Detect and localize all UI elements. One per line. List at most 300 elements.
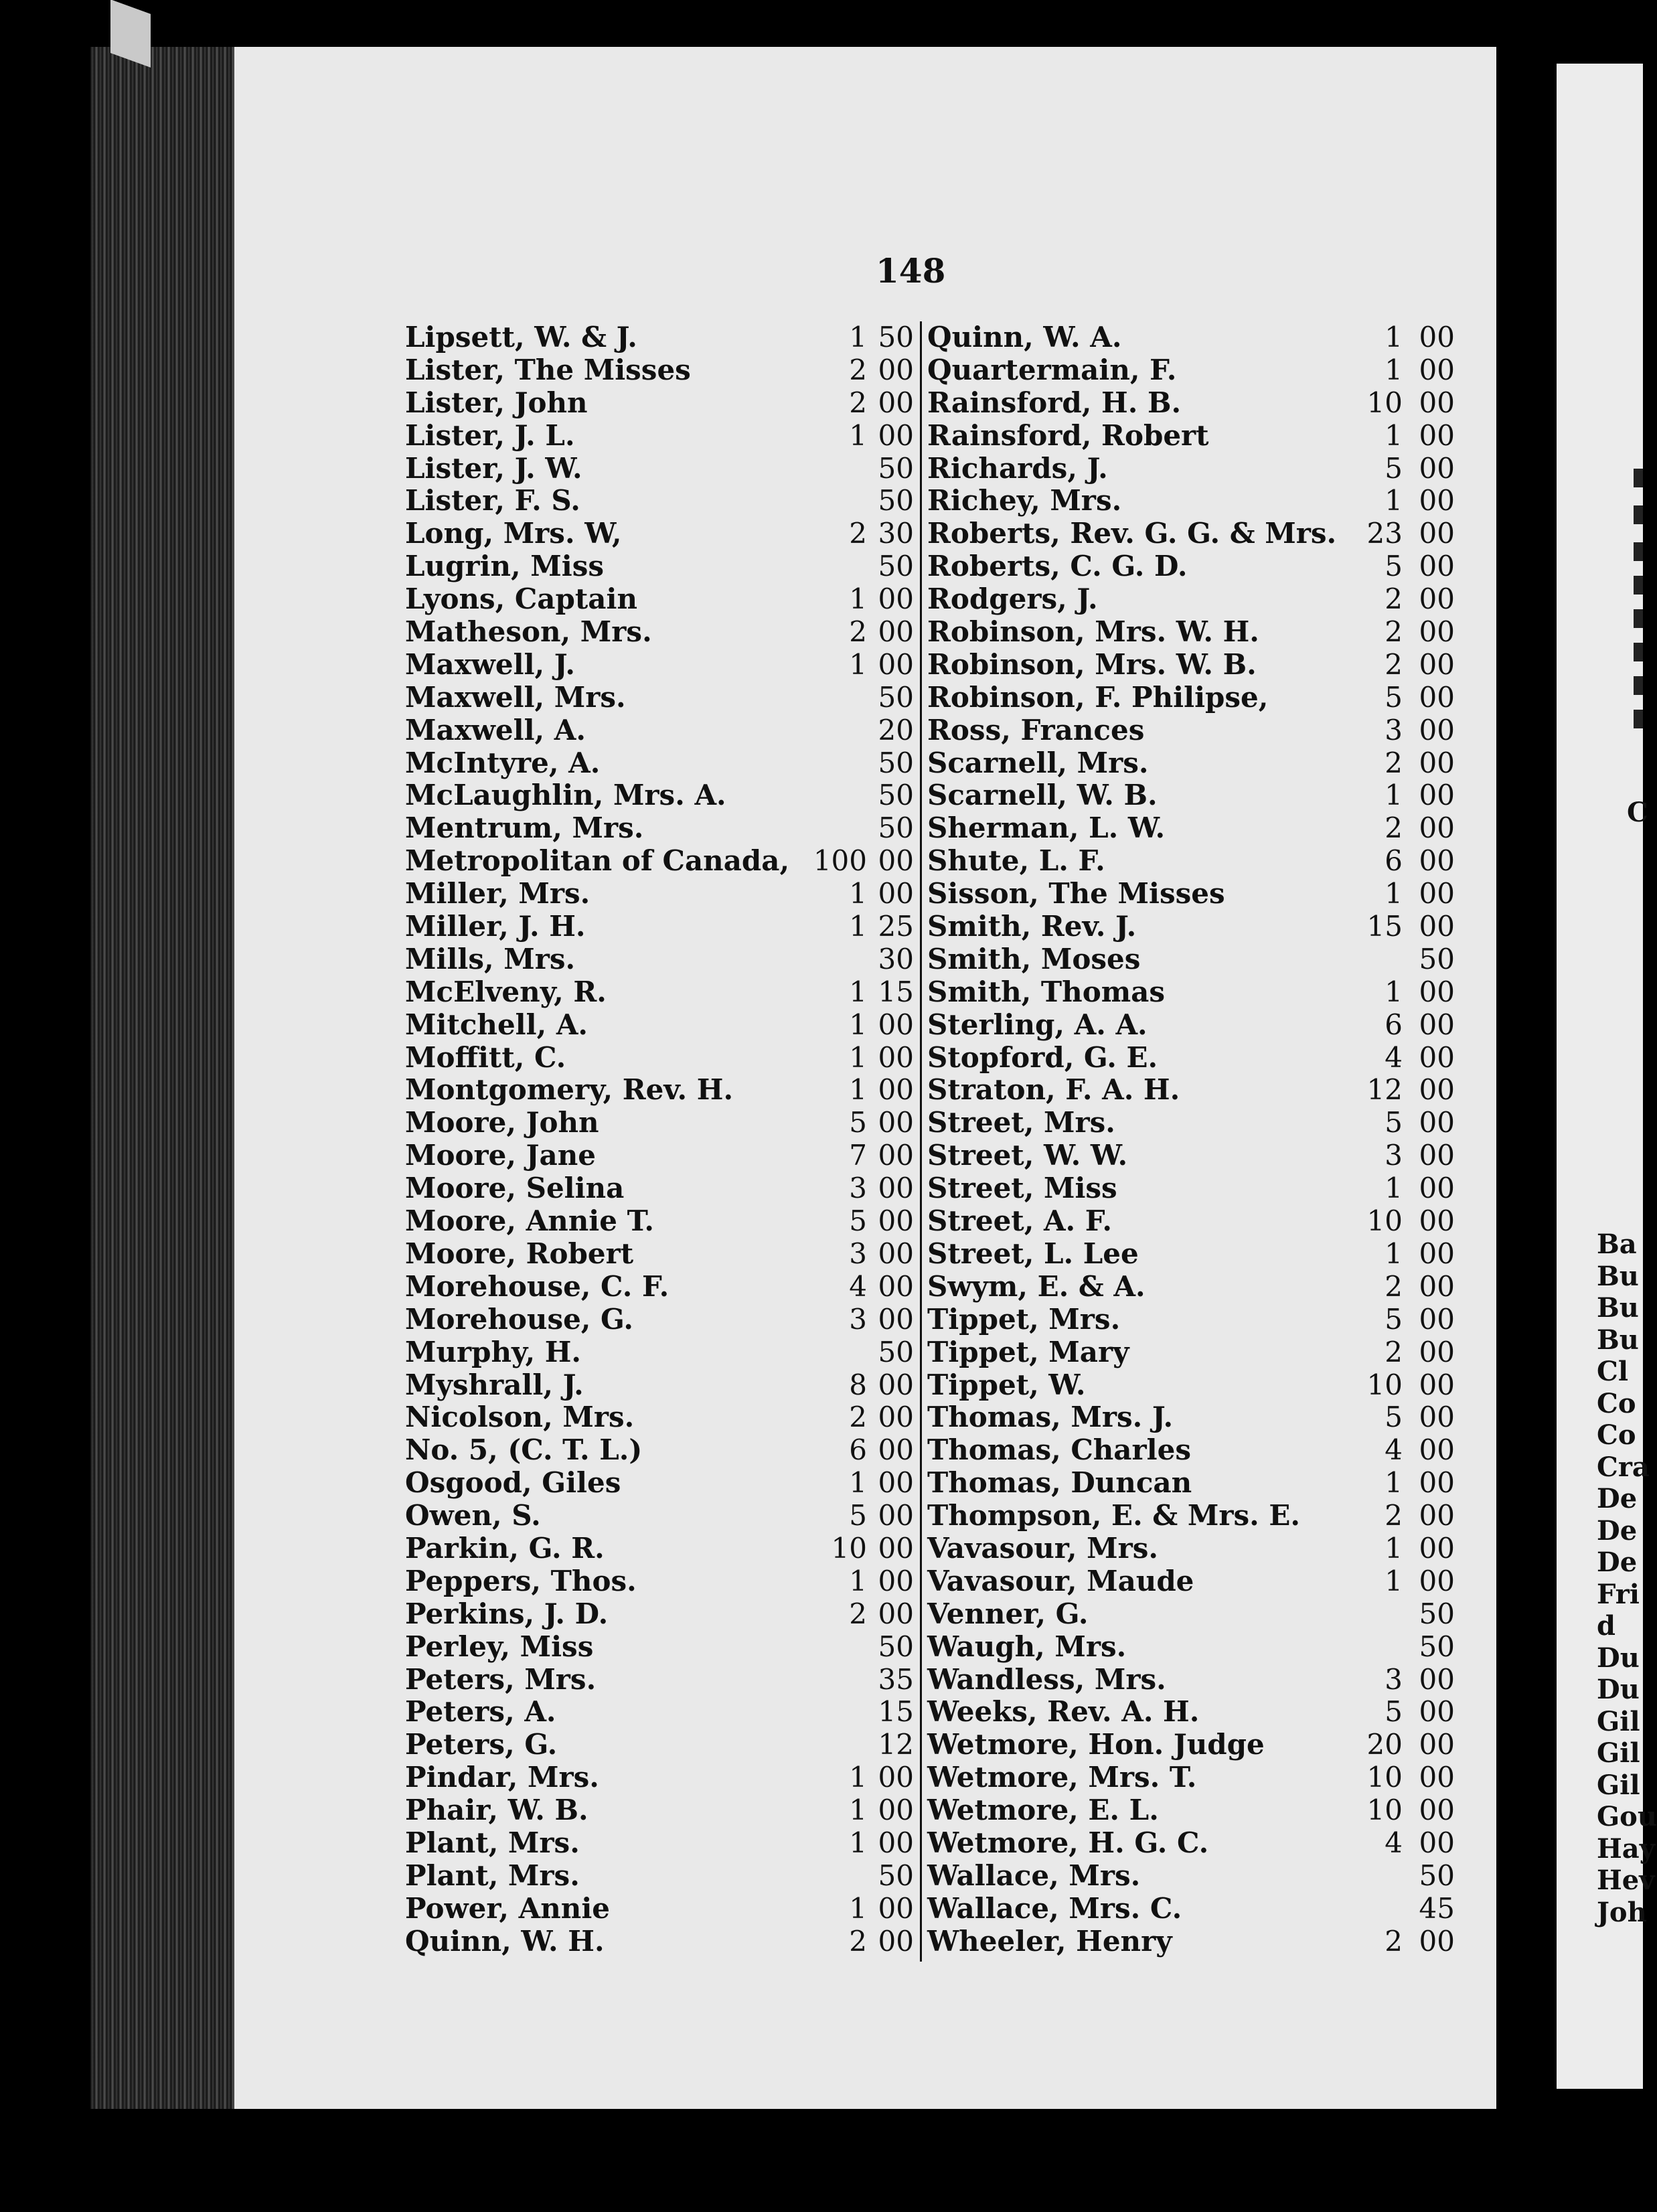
adjacent-page-mark <box>1634 609 1643 628</box>
subscriber-row <box>405 1761 921 1794</box>
subscriber-row <box>927 1532 1456 1565</box>
subscriber-row <box>927 453 1456 485</box>
amount-cents: 00 <box>1419 1139 1455 1172</box>
subscriber-row <box>927 1893 1456 1925</box>
amount-cents: 50 <box>1419 1630 1455 1663</box>
amount-cents: 50 <box>878 484 914 518</box>
subscriber-row <box>405 845 921 878</box>
amount-cents: 00 <box>1419 1237 1455 1270</box>
subscriber-name: Phair, W. B. <box>405 1794 588 1827</box>
amount-cents: 00 <box>1419 910 1455 943</box>
adjacent-page-text: Hev <box>1597 1865 1655 1896</box>
subscriber-row <box>927 1172 1456 1205</box>
adjacent-page-text: C <box>1627 797 1648 828</box>
subscriber-row <box>927 485 1456 518</box>
subscriber-name: Smith, Moses <box>927 942 1141 975</box>
subscriber-name: Robinson, Mrs. W. B. <box>927 647 1257 681</box>
subscriber-name: Shute, L. F. <box>927 844 1105 878</box>
subscriber-row <box>927 845 1456 878</box>
adjacent-page-text: Ba <box>1597 1229 1637 1260</box>
amount-dollars: 1 <box>849 1891 867 1925</box>
amount-cents: 00 <box>878 1597 914 1630</box>
amount-dollars: 1 <box>1385 353 1403 386</box>
subscriber-row <box>405 976 921 1009</box>
subscriber-name: Venner, G. <box>927 1597 1089 1630</box>
amount-dollars: 1 <box>1385 975 1403 1008</box>
subscriber-row <box>927 1925 1456 1958</box>
subscriber-row <box>405 682 921 714</box>
subscriber-name: Swym, E. & A. <box>927 1269 1146 1303</box>
amount-dollars: 2 <box>849 615 867 649</box>
amount-cents: 50 <box>878 811 914 845</box>
amount-dollars: 100 <box>813 844 867 878</box>
subscriber-name: Smith, Rev. J. <box>927 910 1137 943</box>
subscriber-row <box>405 1925 921 1958</box>
subscriber-row <box>927 1009 1456 1042</box>
adjacent-page-mark <box>1634 576 1643 595</box>
subscriber-name: Street, L. Lee <box>927 1237 1139 1270</box>
amount-dollars: 8 <box>849 1368 867 1401</box>
amount-dollars: 1 <box>1385 779 1403 812</box>
subscriber-name: Peters, A. <box>405 1695 556 1729</box>
subscriber-row <box>927 1827 1456 1860</box>
subscriber-row <box>405 518 921 550</box>
subscriber-row <box>927 1369 1456 1402</box>
subscriber-name: Richards, J. <box>927 451 1108 485</box>
amount-dollars: 6 <box>849 1433 867 1467</box>
amount-cents: 00 <box>1419 418 1455 452</box>
amount-cents: 00 <box>1419 811 1455 845</box>
subscriber-row <box>927 1598 1456 1631</box>
subscriber-name: Miller, J. H. <box>405 910 586 943</box>
amount-dollars: 10 <box>1366 386 1403 419</box>
amount-cents: 50 <box>878 321 914 353</box>
subscriber-name: Scarnell, W. B. <box>927 779 1158 812</box>
amount-cents: 00 <box>878 353 914 386</box>
amount-dollars: 23 <box>1366 517 1403 550</box>
amount-dollars: 5 <box>849 1499 867 1532</box>
subscriber-row <box>405 387 921 420</box>
subscriber-row <box>405 453 921 485</box>
subscriber-name: Matheson, Mrs. <box>405 615 652 649</box>
amount-dollars: 10 <box>831 1531 867 1565</box>
adjacent-page-text: Gil <box>1597 1737 1640 1769</box>
subscriber-name: Tippet, W. <box>927 1368 1086 1401</box>
subscriber-row <box>405 1598 921 1631</box>
subscriber-row <box>927 1107 1456 1139</box>
amount-dollars: 4 <box>1385 1433 1403 1467</box>
subscriber-row <box>927 1696 1456 1729</box>
amount-dollars: 1 <box>849 418 867 452</box>
subscriber-name: Stopford, G. E. <box>927 1040 1158 1074</box>
subscriber-name: Quartermain, F. <box>927 353 1177 386</box>
amount-cents: 00 <box>1419 1106 1455 1139</box>
amount-cents: 00 <box>878 1204 914 1238</box>
subscriber-row <box>405 943 921 976</box>
subscriber-row <box>405 1729 921 1761</box>
subscriber-row <box>405 1631 921 1664</box>
amount-cents: 00 <box>1419 1204 1455 1238</box>
amount-cents: 50 <box>878 680 914 714</box>
subscriber-name: Quinn, W. H. <box>405 1924 605 1958</box>
amount-cents: 00 <box>878 1466 914 1500</box>
subscriber-name: Thompson, E. & Mrs. E. <box>927 1499 1300 1532</box>
subscriber-name: Perkins, J. D. <box>405 1597 609 1630</box>
amount-dollars: 1 <box>849 975 867 1008</box>
subscriber-row <box>927 616 1456 649</box>
subscriber-name: Tippet, Mrs. <box>927 1302 1121 1336</box>
subscriber-row <box>405 911 921 943</box>
subscriber-name: Wetmore, Mrs. T. <box>927 1761 1197 1794</box>
subscriber-row <box>927 1434 1456 1467</box>
amount-cents: 50 <box>1419 1597 1455 1630</box>
amount-cents: 00 <box>878 1008 914 1041</box>
book-spine-edge <box>90 47 234 2109</box>
subscriber-row <box>405 583 921 616</box>
amount-dollars: 3 <box>849 1302 867 1336</box>
subscriber-row <box>927 714 1456 747</box>
subscriber-row <box>927 1304 1456 1336</box>
subscriber-name: Waugh, Mrs. <box>927 1630 1127 1663</box>
amount-cents: 15 <box>878 1695 914 1729</box>
amount-dollars: 6 <box>1385 844 1403 878</box>
amount-dollars: 2 <box>849 517 867 550</box>
left-subscriber-column <box>405 321 921 1958</box>
subscriber-name: Peppers, Thos. <box>405 1564 637 1597</box>
amount-cents: 25 <box>878 910 914 943</box>
subscriber-row <box>405 1467 921 1500</box>
amount-dollars: 3 <box>1385 1139 1403 1172</box>
amount-dollars: 2 <box>849 1924 867 1958</box>
amount-cents: 50 <box>878 1630 914 1663</box>
subscriber-name: Lipsett, W. & J. <box>405 321 637 353</box>
subscriber-name: Moore, John <box>405 1106 599 1139</box>
amount-cents: 00 <box>878 1531 914 1565</box>
amount-cents: 00 <box>1419 1368 1455 1401</box>
amount-dollars: 1 <box>849 1564 867 1597</box>
subscriber-name: Lister, J. W. <box>405 451 582 485</box>
amount-cents: 30 <box>878 942 914 975</box>
amount-cents: 00 <box>878 1499 914 1532</box>
amount-cents: 00 <box>1419 1695 1455 1729</box>
amount-cents: 00 <box>1419 615 1455 649</box>
adjacent-page-text: De <box>1597 1547 1638 1578</box>
subscriber-row <box>405 1172 921 1205</box>
amount-cents: 00 <box>878 1891 914 1925</box>
adjacent-page-text: Gou <box>1597 1801 1657 1832</box>
amount-dollars: 1 <box>1385 321 1403 353</box>
amount-cents: 35 <box>878 1662 914 1696</box>
subscriber-row <box>927 1467 1456 1500</box>
subscriber-row <box>405 1696 921 1729</box>
subscriber-row <box>927 1860 1456 1893</box>
subscriber-row <box>927 1500 1456 1532</box>
subscriber-row <box>405 1336 921 1369</box>
amount-dollars: 2 <box>1385 746 1403 779</box>
amount-cents: 00 <box>1419 1008 1455 1041</box>
right-subscriber-column <box>927 321 1456 1958</box>
subscriber-name: Moore, Robert <box>405 1237 634 1270</box>
amount-cents: 00 <box>1419 1401 1455 1434</box>
amount-cents: 00 <box>878 1924 914 1958</box>
amount-cents: 00 <box>1419 779 1455 812</box>
subscriber-row <box>405 485 921 518</box>
amount-dollars: 7 <box>849 1139 867 1172</box>
amount-cents: 00 <box>878 647 914 681</box>
amount-dollars: 1 <box>1385 1564 1403 1597</box>
amount-dollars: 4 <box>1385 1826 1403 1859</box>
subscriber-row <box>927 1074 1456 1107</box>
subscriber-row <box>927 1336 1456 1369</box>
subscriber-row <box>927 682 1456 714</box>
amount-dollars: 1 <box>849 1040 867 1074</box>
adjacent-page-mark <box>1634 505 1643 524</box>
subscriber-name: Wallace, Mrs. <box>927 1859 1141 1892</box>
subscriber-name: Osgood, Giles <box>405 1466 621 1500</box>
amount-dollars: 5 <box>849 1204 867 1238</box>
amount-dollars: 5 <box>1385 1695 1403 1729</box>
subscriber-row <box>405 354 921 387</box>
amount-cents: 00 <box>878 1106 914 1139</box>
subscriber-name: Lister, J. L. <box>405 418 575 452</box>
adjacent-page-text: d <box>1597 1610 1615 1642</box>
amount-dollars: 2 <box>1385 1924 1403 1958</box>
amount-dollars: 2 <box>1385 1499 1403 1532</box>
amount-dollars: 1 <box>1385 1237 1403 1270</box>
amount-dollars: 1 <box>849 1466 867 1500</box>
subscriber-row <box>405 1107 921 1139</box>
subscriber-name: Street, W. W. <box>927 1139 1128 1172</box>
subscriber-name: Quinn, W. A. <box>927 321 1122 353</box>
subscriber-row <box>927 779 1456 812</box>
subscriber-row <box>405 1893 921 1925</box>
subscriber-row <box>405 1827 921 1860</box>
amount-cents: 45 <box>1419 1891 1455 1925</box>
subscriber-name: Lister, The Misses <box>405 353 691 386</box>
subscriber-row <box>405 649 921 682</box>
amount-cents: 00 <box>1419 1466 1455 1500</box>
subscriber-row <box>927 649 1456 682</box>
amount-cents: 00 <box>878 1040 914 1074</box>
amount-dollars: 1 <box>849 1761 867 1794</box>
amount-cents: 00 <box>1419 680 1455 714</box>
subscriber-row <box>927 943 1456 976</box>
amount-dollars: 1 <box>1385 1531 1403 1565</box>
amount-dollars: 1 <box>849 1794 867 1827</box>
amount-cents: 30 <box>878 517 914 550</box>
amount-cents: 00 <box>1419 1073 1455 1107</box>
subscriber-row <box>405 878 921 911</box>
subscriber-row <box>405 321 921 354</box>
subscriber-row <box>405 1565 921 1598</box>
subscriber-row <box>927 878 1456 911</box>
subscriber-name: Power, Annie <box>405 1891 610 1925</box>
amount-dollars: 1 <box>849 647 867 681</box>
amount-cents: 00 <box>1419 746 1455 779</box>
subscriber-row <box>405 1664 921 1696</box>
amount-dollars: 1 <box>849 1073 867 1107</box>
subscriber-name: McElveny, R. <box>405 975 607 1008</box>
subscriber-row <box>405 1401 921 1434</box>
amount-cents: 00 <box>878 1172 914 1205</box>
amount-cents: 00 <box>1419 517 1455 550</box>
amount-dollars: 5 <box>1385 680 1403 714</box>
subscriber-row <box>927 1729 1456 1761</box>
amount-cents: 00 <box>878 1433 914 1467</box>
amount-cents: 12 <box>878 1728 914 1761</box>
amount-dollars: 2 <box>1385 647 1403 681</box>
amount-cents: 00 <box>878 615 914 649</box>
amount-dollars: 5 <box>1385 451 1403 485</box>
amount-dollars: 2 <box>1385 582 1403 616</box>
adjacent-page-text: Bu <box>1597 1260 1639 1292</box>
amount-cents: 00 <box>1419 1728 1455 1761</box>
subscriber-name: Wallace, Mrs. C. <box>927 1891 1182 1925</box>
amount-cents: 00 <box>1419 1040 1455 1074</box>
amount-dollars: 2 <box>849 353 867 386</box>
amount-dollars: 5 <box>1385 1401 1403 1434</box>
amount-cents: 00 <box>1419 1564 1455 1597</box>
amount-dollars: 2 <box>849 1597 867 1630</box>
subscriber-row <box>405 1532 921 1565</box>
subscriber-name: Straton, F. A. H. <box>927 1073 1180 1107</box>
amount-dollars: 4 <box>1385 1040 1403 1074</box>
subscriber-row <box>927 1401 1456 1434</box>
amount-cents: 50 <box>878 1335 914 1368</box>
adjacent-page-text: Fri <box>1597 1578 1640 1610</box>
amount-cents: 00 <box>878 1401 914 1434</box>
subscriber-name: Street, A. F. <box>927 1204 1112 1238</box>
subscriber-name: Wetmore, H. G. C. <box>927 1826 1209 1859</box>
subscriber-name: Ross, Frances <box>927 713 1145 746</box>
amount-cents: 00 <box>878 1139 914 1172</box>
subscriber-name: Rodgers, J. <box>927 582 1098 616</box>
amount-dollars: 2 <box>1385 615 1403 649</box>
subscriber-name: Thomas, Duncan <box>927 1466 1192 1500</box>
subscriber-name: Robinson, Mrs. W. H. <box>927 615 1259 649</box>
subscriber-row <box>405 714 921 747</box>
amount-cents: 00 <box>1419 877 1455 911</box>
adjacent-page-text: De <box>1597 1514 1638 1547</box>
amount-dollars: 10 <box>1366 1761 1403 1794</box>
amount-dollars: 1 <box>849 910 867 943</box>
subscriber-row <box>405 1860 921 1893</box>
subscriber-name: Roberts, Rev. G. G. & Mrs. <box>927 517 1337 550</box>
subscriber-name: Scarnell, Mrs. <box>927 746 1149 779</box>
subscriber-name: Moore, Annie T. <box>405 1204 655 1238</box>
amount-cents: 00 <box>1419 1433 1455 1467</box>
subscriber-name: Peters, G. <box>405 1728 558 1761</box>
subscriber-name: Maxwell, Mrs. <box>405 680 626 714</box>
subscriber-row <box>405 1238 921 1271</box>
subscriber-row <box>927 321 1456 354</box>
subscriber-row <box>927 1042 1456 1075</box>
amount-cents: 00 <box>878 877 914 911</box>
amount-dollars: 20 <box>1366 1728 1403 1761</box>
subscriber-name: Sisson, The Misses <box>927 877 1225 911</box>
amount-cents: 00 <box>878 386 914 419</box>
subscriber-row <box>405 1042 921 1075</box>
subscriber-row <box>927 518 1456 550</box>
adjacent-page-text: Bu <box>1597 1324 1639 1356</box>
amount-cents: 50 <box>878 550 914 583</box>
subscriber-row <box>927 747 1456 780</box>
subscriber-name: Owen, S. <box>405 1499 541 1532</box>
amount-cents: 00 <box>878 1564 914 1597</box>
amount-cents: 00 <box>878 582 914 616</box>
subscriber-name: McIntyre, A. <box>405 746 601 779</box>
amount-cents: 00 <box>878 1794 914 1827</box>
amount-cents: 00 <box>1419 1662 1455 1696</box>
amount-cents: 00 <box>1419 975 1455 1008</box>
subscriber-name: Vavasour, Mrs. <box>927 1531 1158 1565</box>
subscriber-row <box>405 1794 921 1827</box>
amount-cents: 00 <box>1419 1172 1455 1205</box>
adjacent-page-mark <box>1634 469 1643 487</box>
amount-dollars: 1 <box>1385 1172 1403 1205</box>
amount-dollars: 10 <box>1366 1794 1403 1827</box>
amount-dollars: 3 <box>849 1172 867 1205</box>
amount-cents: 00 <box>1419 1302 1455 1336</box>
amount-cents: 00 <box>878 1302 914 1336</box>
subscriber-name: Plant, Mrs. <box>405 1859 580 1892</box>
amount-cents: 00 <box>1419 353 1455 386</box>
subscriber-row <box>927 1631 1456 1664</box>
subscriber-name: Roberts, C. G. D. <box>927 550 1188 583</box>
adjacent-page-mark <box>1634 542 1643 561</box>
adjacent-page-text: Co <box>1597 1387 1636 1419</box>
adjacent-page-text: Bu <box>1597 1292 1639 1324</box>
subscriber-name: Metropolitan of Canada, <box>405 844 790 878</box>
amount-dollars: 3 <box>1385 713 1403 746</box>
amount-cents: 00 <box>1419 386 1455 419</box>
subscriber-row <box>405 1369 921 1402</box>
amount-cents: 00 <box>878 1826 914 1859</box>
subscriber-row <box>927 976 1456 1009</box>
amount-cents: 50 <box>1419 1859 1455 1892</box>
amount-dollars: 2 <box>1385 1335 1403 1368</box>
amount-dollars: 2 <box>849 386 867 419</box>
amount-cents: 00 <box>1419 1531 1455 1565</box>
amount-dollars: 10 <box>1366 1204 1403 1238</box>
subscriber-name: Murphy, H. <box>405 1335 581 1368</box>
amount-dollars: 1 <box>849 321 867 353</box>
amount-cents: 20 <box>878 713 914 746</box>
subscriber-name: Montgomery, Rev. H. <box>405 1073 734 1107</box>
adjacent-page-text: De <box>1597 1483 1638 1514</box>
subscriber-row <box>405 1009 921 1042</box>
subscriber-name: Wetmore, E. L. <box>927 1794 1159 1827</box>
subscriber-name: Thomas, Mrs. J. <box>927 1401 1174 1434</box>
subscriber-name: Mills, Mrs. <box>405 942 576 975</box>
subscriber-name: Moore, Selina <box>405 1172 625 1205</box>
subscriber-name: Robinson, F. Philipse, <box>927 680 1269 714</box>
subscriber-row <box>927 420 1456 453</box>
subscriber-name: Morehouse, C. F. <box>405 1269 669 1303</box>
subscriber-name: Mitchell, A. <box>405 1008 588 1041</box>
amount-cents: 00 <box>1419 1269 1455 1303</box>
subscriber-name: Lister, John <box>405 386 588 419</box>
amount-cents: 50 <box>878 451 914 485</box>
subscriber-name: Moffitt, C. <box>405 1040 566 1074</box>
adjacent-page-text: Joh <box>1597 1896 1647 1928</box>
subscriber-row <box>927 354 1456 387</box>
subscriber-name: Morehouse, G. <box>405 1302 634 1336</box>
subscriber-row <box>927 550 1456 583</box>
subscriber-row <box>405 779 921 812</box>
amount-dollars: 5 <box>1385 550 1403 583</box>
subscriber-name: Pindar, Mrs. <box>405 1761 599 1794</box>
